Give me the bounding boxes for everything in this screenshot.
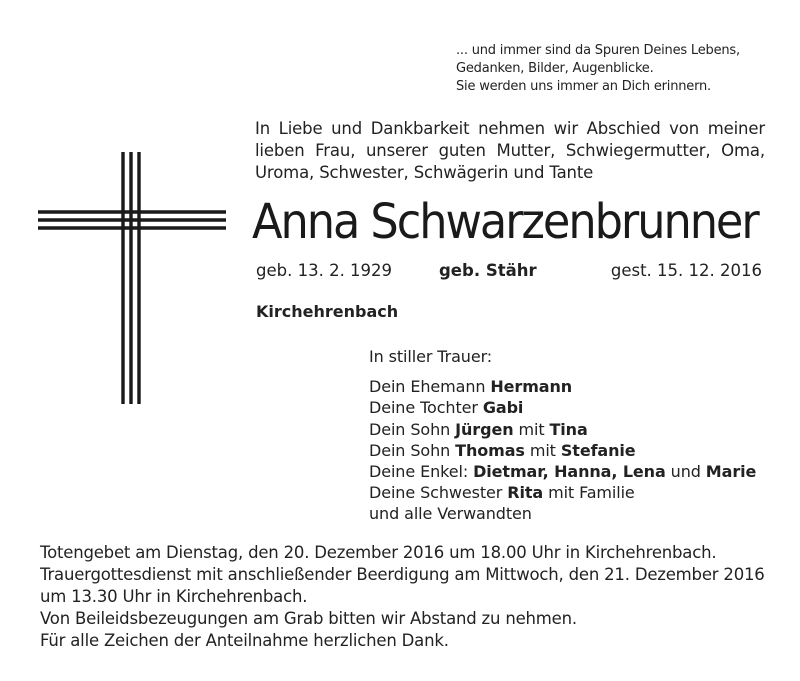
life-dates <box>256 260 762 282</box>
mourner-name: Gabi <box>482 398 524 418</box>
intro-line: Uroma, Schwester, Schwägerin und Tante <box>255 163 594 182</box>
motto-quote <box>456 42 776 96</box>
connector-text: mit <box>513 419 550 439</box>
motto-line: Gedanken, Bilder, Augenblicke. <box>456 61 654 76</box>
closing-line: um 13.30 Uhr in Kirchehrenbach. <box>40 587 308 606</box>
maiden-name: geb. Stähr <box>439 261 537 280</box>
mourner-line <box>369 482 769 503</box>
mourner-line <box>369 397 769 418</box>
connector-text: mit Familie <box>543 483 635 503</box>
death-date: gest. 15. 12. 2016 <box>610 261 762 280</box>
relation-text: und alle Verwandten <box>369 504 532 524</box>
mourner-name: Jürgen <box>455 419 514 439</box>
relation-text: Deine Tochter <box>369 398 483 418</box>
relation-text: Deine Enkel: <box>369 462 474 482</box>
mourner-line <box>369 419 769 440</box>
mourner-name: Stefanie <box>560 440 636 460</box>
motto-line: Sie werden uns immer an Dich erinnern. <box>456 79 711 94</box>
mourners-header: In stiller Trauer: <box>369 347 493 366</box>
mourner-name: Dietmar, Hanna, Lena <box>473 462 666 482</box>
mourner-name: Marie <box>705 462 757 482</box>
deceased-name: Anna Schwarzenbrunner <box>252 194 758 250</box>
mourner-line <box>369 376 769 397</box>
cross-icon <box>38 150 238 406</box>
intro-line: In Liebe und Dankbarkeit nehmen wir Abschied von meiner <box>255 119 765 138</box>
connector-text: mit <box>524 440 561 460</box>
intro-line: lieben Frau, unserer guten Mutter, Schwiegermutter, Oma, <box>255 141 765 160</box>
mourner-line <box>369 503 769 524</box>
closing-line: Für alle Zeichen der Anteilnahme herzlichen Dank. <box>40 631 449 650</box>
intro-text <box>255 118 765 184</box>
closing-line: Von Beileidsbezeugungen am Grab bitten wir Abstand zu nehmen. <box>40 609 577 628</box>
relation-text: Deine Schwester <box>369 483 508 503</box>
mourner-line <box>369 461 769 482</box>
mourners-list <box>369 346 769 525</box>
relation-text: Dein Ehemann <box>369 377 491 397</box>
closing-line: Trauergottesdienst mit anschließender Beerdigung am Mittwoch, den 21. Dezember 2016 <box>40 565 765 584</box>
relation-text: Dein Sohn <box>369 440 456 460</box>
mourner-name: Rita <box>507 483 544 503</box>
mourner-name: Hermann <box>490 377 573 397</box>
birth-date: geb. 13. 2. 1929 <box>256 261 393 280</box>
mourner-name: Tina <box>549 419 588 439</box>
mourner-name: Thomas <box>455 440 525 460</box>
connector-text: und <box>665 462 706 482</box>
mourner-line <box>369 440 769 461</box>
motto-line: ... und immer sind da Spuren Deines Lebens, <box>456 43 740 58</box>
hometown: Kirchehrenbach <box>256 302 399 321</box>
closing-line: Totengebet am Dienstag, den 20. Dezember 2016 um 18.00 Uhr in Kirchehrenbach. <box>40 543 717 562</box>
relation-text: Dein Sohn <box>369 419 456 439</box>
closing-text <box>40 542 770 652</box>
